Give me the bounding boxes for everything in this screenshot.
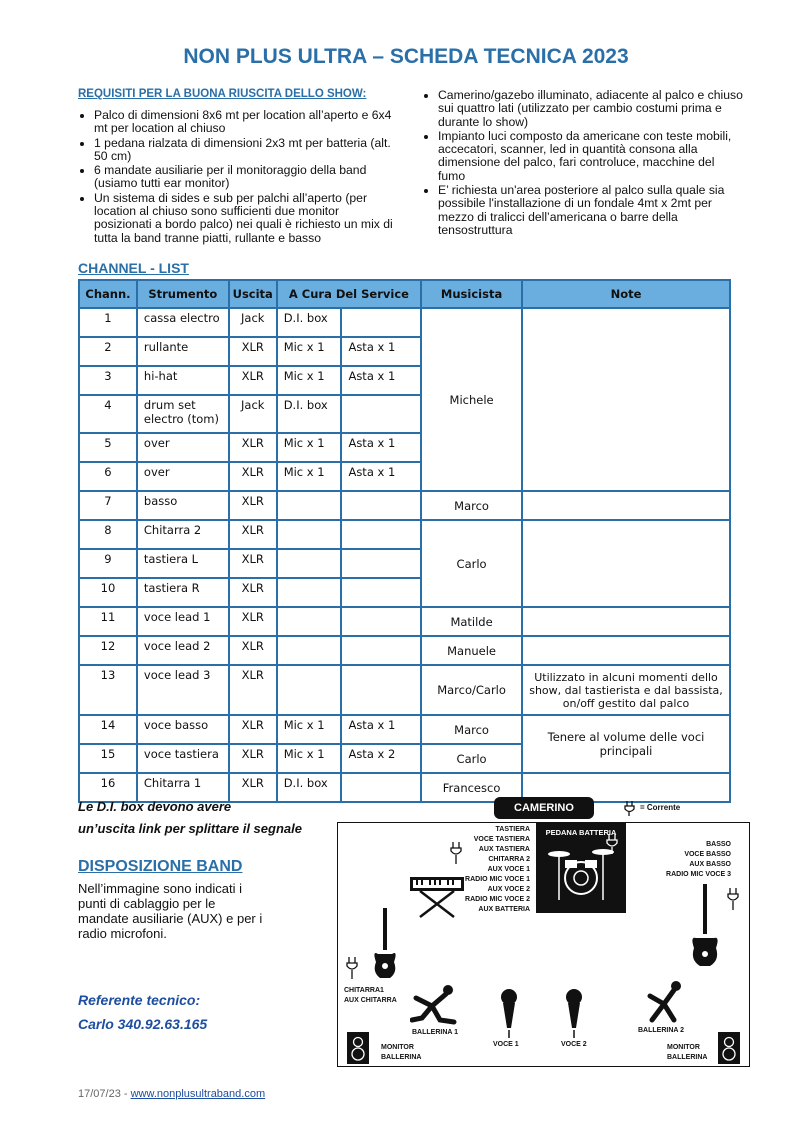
service-cell: [277, 491, 342, 520]
requirements-right-column: [422, 89, 744, 238]
requirement-item: • Un sistema di sides e sub per palchi all’aperto (per location al chiuso sono sufficienti due monitor posizionati a bordo palco) nei quali è richiesto un mix di tutta la band tranne piatti, rullante e basso: [94, 192, 398, 245]
power-plug-icon: [448, 840, 466, 866]
bass-guitar-icon: [690, 882, 720, 968]
service-cell: Mic x 1: [277, 744, 342, 773]
instrument-cell: over: [137, 433, 229, 462]
speaker-monitor-icon: [346, 1031, 370, 1065]
power-plug-icon: [605, 832, 621, 856]
service-cell: [277, 520, 342, 549]
channel-list-heading: CHANNEL - LIST: [78, 260, 189, 276]
speaker-monitor-icon: [717, 1031, 741, 1065]
channel-cell: 2: [79, 337, 137, 366]
channel-cell: 9: [79, 549, 137, 578]
channel-cell: 12: [79, 636, 137, 665]
service-cell: Mic x 1: [277, 462, 342, 491]
output-cell: XLR: [229, 433, 277, 462]
corrente-legend: = Corrente: [640, 803, 681, 812]
power-plug-icon: [344, 955, 362, 981]
band-layout-text: Nell’immagine sono indicati i punti di cablaggio per le mandate ausiliarie (AUX) e per i radio microfoni.: [78, 881, 263, 941]
footer-date: 17/07/23 -: [78, 1088, 131, 1100]
service-cell: [341, 665, 421, 715]
guitar1-labels: CHITARRA1 AUX CHITARRA: [344, 987, 397, 1004]
voice2-label: VOCE 2: [561, 1041, 587, 1048]
channel-cell: 13: [79, 665, 137, 715]
musician-cell: Matilde: [421, 607, 522, 636]
output-cell: XLR: [229, 773, 277, 802]
dancer2-label: BALLERINA 2: [638, 1027, 685, 1034]
musician-cell: Michele: [421, 308, 522, 491]
dancer-icon: [410, 984, 466, 1026]
service-cell: [341, 607, 421, 636]
instrument-cell: hi-hat: [137, 366, 229, 395]
service-cell: D.I. box: [277, 773, 342, 802]
output-cell: XLR: [229, 462, 277, 491]
column-header: Chann.: [79, 280, 137, 308]
channel-cell: 8: [79, 520, 137, 549]
note-cell: Tenere al volume delle voci principali: [522, 715, 730, 773]
table-row: [79, 491, 730, 520]
table-row: [79, 520, 730, 549]
instrument-cell: basso: [137, 491, 229, 520]
band-layout-heading: DISPOSIZIONE BAND: [78, 858, 243, 875]
instrument-cell: voce basso: [137, 715, 229, 744]
di-box-note: Le D.I. box devono avere un’uscita link per splittare il segnale: [78, 799, 302, 836]
channel-cell: 3: [79, 366, 137, 395]
requirement-item: • E’ richiesta un'area posteriore al palco sulla quale sia possibile l'installazione di un fondale 4mt x 2mt per mezzo di tralicci dell’americana o barre della tensostruttura: [438, 184, 744, 237]
drum-riser-label: PEDANA BATTERIA: [545, 828, 617, 837]
column-header: A Cura Del Service: [277, 280, 421, 308]
service-cell: Asta x 1: [341, 462, 421, 491]
service-cell: Asta x 1: [341, 337, 421, 366]
channel-cell: 6: [79, 462, 137, 491]
keyboard-channels-labels: TASTIERA VOCE TASTIERA AUX TASTIERA CHITARRA 2 AUX VOCE 1 RADIO MIC VOCE 1 AUX VOCE 2 RADIO MIC VOCE 2 AUX BATTERIA: [465, 826, 530, 913]
musician-cell: Carlo: [421, 744, 522, 773]
dancer1-label: BALLERINA 1: [412, 1029, 459, 1036]
service-cell: D.I. box: [277, 395, 342, 433]
camerino-label: CAMERINO: [494, 797, 594, 819]
service-cell: Mic x 1: [277, 433, 342, 462]
service-cell: [277, 636, 342, 665]
instrument-cell: cassa electro: [137, 308, 229, 337]
channel-list-table: [78, 279, 731, 803]
musician-cell: Manuele: [421, 636, 522, 665]
service-cell: [277, 665, 342, 715]
service-cell: [341, 491, 421, 520]
page-title: NON PLUS ULTRA – SCHEDA TECNICA 2023: [183, 45, 629, 68]
service-cell: Asta x 1: [341, 433, 421, 462]
monitor-left-label: MONITOR BALLERINA: [381, 1044, 422, 1061]
table-row: [79, 308, 730, 337]
website-link[interactable]: www.nonplusultraband.com: [130, 1088, 266, 1100]
instrument-cell: rullante: [137, 337, 229, 366]
output-cell: XLR: [229, 549, 277, 578]
note-cell: [522, 520, 730, 607]
column-header: Musicista: [421, 280, 522, 308]
output-cell: XLR: [229, 337, 277, 366]
channel-cell: 5: [79, 433, 137, 462]
note-cell: [522, 491, 730, 520]
instrument-cell: drum set electro (tom): [137, 395, 229, 433]
instrument-cell: Chitarra 2: [137, 520, 229, 549]
musician-cell: Marco: [421, 715, 522, 744]
requirement-item: • Palco di dimensioni 8x6 mt per location all’aperto e 6x4 mt per location al chiuso: [94, 109, 398, 136]
instrument-cell: voce lead 2: [137, 636, 229, 665]
service-cell: [341, 395, 421, 433]
instrument-cell: Chitarra 1: [137, 773, 229, 802]
output-cell: XLR: [229, 715, 277, 744]
electric-guitar-icon: [370, 906, 400, 981]
output-cell: XLR: [229, 665, 277, 715]
requirements-left-column: [78, 109, 398, 246]
note-cell: [522, 308, 730, 491]
channel-cell: 7: [79, 491, 137, 520]
output-cell: XLR: [229, 491, 277, 520]
service-cell: [277, 549, 342, 578]
channel-cell: 4: [79, 395, 137, 433]
table-header-row: [79, 280, 730, 308]
table-row: [79, 715, 730, 744]
instrument-cell: voce tastiera: [137, 744, 229, 773]
service-cell: Asta x 1: [341, 715, 421, 744]
monitor-right-label: MONITOR BALLERINA: [667, 1044, 708, 1061]
output-cell: Jack: [229, 308, 277, 337]
output-cell: Jack: [229, 395, 277, 433]
footer: [78, 1088, 265, 1100]
note-cell: [522, 607, 730, 636]
service-cell: D.I. box: [277, 308, 342, 337]
power-plug-icon: [725, 886, 743, 912]
service-cell: Mic x 1: [277, 337, 342, 366]
bass-channels-labels: BASSO VOCE BASSO AUX BASSO RADIO MIC VOCE 3: [666, 841, 731, 878]
output-cell: XLR: [229, 366, 277, 395]
note-cell: [522, 636, 730, 665]
output-cell: XLR: [229, 520, 277, 549]
table-row: [79, 607, 730, 636]
service-cell: [341, 549, 421, 578]
column-header: Strumento: [137, 280, 229, 308]
output-cell: XLR: [229, 744, 277, 773]
musician-cell: Carlo: [421, 520, 522, 607]
table-row: [79, 636, 730, 665]
requirement-item: • Camerino/gazebo illuminato, adiacente al palco e chiuso sui quattro lati (utilizzato per cambio costumi prima e durante lo show): [438, 89, 744, 129]
service-cell: [341, 773, 421, 802]
requirement-item: • Impianto luci composto da americane con teste mobili, accecatori, scanner, led in quantità consona alla dimensione del palco, fari controluce, macchine del fumo: [438, 130, 744, 183]
service-cell: [277, 578, 342, 607]
channel-cell: 16: [79, 773, 137, 802]
musician-cell: Marco/Carlo: [421, 665, 522, 715]
dancer-icon: [644, 980, 686, 1026]
musician-cell: Marco: [421, 491, 522, 520]
service-cell: [277, 607, 342, 636]
microphone-icon: [498, 988, 520, 1040]
service-cell: Asta x 2: [341, 744, 421, 773]
keyboard-icon: [408, 875, 466, 921]
column-header: Uscita: [229, 280, 277, 308]
requirement-item: • 1 pedana rialzata di dimensioni 2x3 mt per batteria (alt. 50 cm): [94, 137, 398, 164]
service-cell: [341, 636, 421, 665]
service-cell: Mic x 1: [277, 366, 342, 395]
channel-cell: 11: [79, 607, 137, 636]
service-cell: Asta x 1: [341, 366, 421, 395]
column-header: Note: [522, 280, 730, 308]
output-cell: XLR: [229, 636, 277, 665]
requirements-heading: REQUISITI PER LA BUONA RIUSCITA DELLO SHOW:: [78, 88, 367, 100]
instrument-cell: tastiera L: [137, 549, 229, 578]
table-row: [79, 665, 730, 715]
power-plug-icon: [623, 799, 639, 817]
service-cell: Mic x 1: [277, 715, 342, 744]
instrument-cell: voce lead 1: [137, 607, 229, 636]
channel-cell: 14: [79, 715, 137, 744]
microphone-icon: [563, 988, 585, 1040]
service-cell: [341, 578, 421, 607]
instrument-cell: tastiera R: [137, 578, 229, 607]
requirement-item: • 6 mandate ausiliarie per il monitoraggio della band (usiamo tutti ear monitor): [94, 164, 398, 191]
musician-cell: Francesco: [421, 773, 522, 802]
note-cell: Utilizzato in alcuni momenti dello show, dal tastierista e dal bassista, on/off gestito dal palco: [522, 665, 730, 715]
voice1-label: VOCE 1: [493, 1041, 519, 1048]
output-cell: XLR: [229, 578, 277, 607]
instrument-cell: voce lead 3: [137, 665, 229, 715]
service-cell: [341, 520, 421, 549]
service-cell: [341, 308, 421, 337]
technical-contact: Referente tecnico: Carlo 340.92.63.165: [78, 992, 208, 1032]
output-cell: XLR: [229, 607, 277, 636]
channel-cell: 10: [79, 578, 137, 607]
channel-cell: 15: [79, 744, 137, 773]
instrument-cell: over: [137, 462, 229, 491]
channel-cell: 1: [79, 308, 137, 337]
